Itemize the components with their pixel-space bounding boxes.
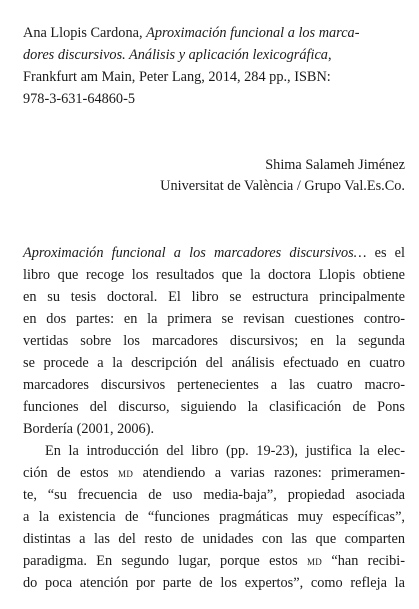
- body-line: En la introducción del libro (pp. 19-23), justifica la elec-: [45, 443, 405, 459]
- body-text-span: atendiendo a varias razones: primeramen-: [133, 465, 405, 481]
- body-line: en su tesis doctoral. El libro se estructura principalmente: [23, 289, 405, 305]
- reference-line-1: [23, 22, 405, 44]
- reviewer-block: [160, 155, 405, 197]
- body-line: Bordería (2001, 2006).: [23, 421, 155, 437]
- reviewer-affiliation: Universitat de València / Grupo Val.Es.Co.: [160, 178, 405, 194]
- reviewer-name: Shima Salameh Jiménez: [265, 157, 405, 173]
- body-text-span: paradigma. En segundo lugar, porque estos: [23, 553, 307, 569]
- reference-line2-tail: ,: [327, 47, 332, 63]
- body-line: distintas a las del resto de unidades con las que comparten: [23, 531, 405, 547]
- review-body: [23, 242, 405, 594]
- body-line: [23, 462, 405, 484]
- body-line: funciones del discurso, siguiendo la clasificación de Pons: [23, 399, 405, 415]
- body-line: libro que recoge los resultados que la doctora Llopis obtiene: [23, 267, 405, 283]
- body-line: [23, 242, 405, 264]
- book-title-italic: Aproximación funcional a los marcadores discursivos…: [23, 245, 367, 261]
- body-text-span: es el: [366, 245, 405, 261]
- abbreviation-md: md: [306, 553, 323, 568]
- body-line: vertidas sobre los marcadores discursivos; en la segunda: [23, 333, 405, 349]
- body-line: do poca atención por parte de los expertos”, como refleja la: [23, 575, 405, 591]
- body-line: en dos partes: en la primera se revisan cuestiones contro-: [23, 311, 405, 327]
- reference-title-part2: dores discursivos. Análisis y aplicación lexicográfica: [23, 47, 328, 63]
- body-line: se procede a la descripción del análisis efectuado en cuatro: [23, 355, 405, 371]
- reference-title-part1: Aproximación funcional a los marca-: [146, 25, 360, 41]
- body-text-span: “han recibi-: [322, 553, 405, 569]
- abbreviation-md: md: [118, 465, 134, 480]
- body-line: te, “su frecuencia de uso media-baja”, propiedad asociada: [23, 487, 405, 503]
- reference-author: Ana Llopis Cardona,: [23, 25, 147, 41]
- body-text-span: ción de estos: [23, 465, 119, 481]
- bibliographic-reference: [23, 22, 405, 110]
- reference-line-2: [23, 44, 405, 66]
- body-line: a la existencia de “funciones pragmáticas muy específicas”,: [23, 509, 405, 525]
- body-line: marcadores discursivos pertenecientes a las cuatro macro-: [23, 377, 405, 393]
- reference-line-3: Frankfurt am Main, Peter Lang, 2014, 284 pp., ISBN:: [23, 69, 331, 85]
- body-line: [23, 550, 405, 572]
- reference-line-4: 978-3-631-64860-5: [23, 91, 135, 107]
